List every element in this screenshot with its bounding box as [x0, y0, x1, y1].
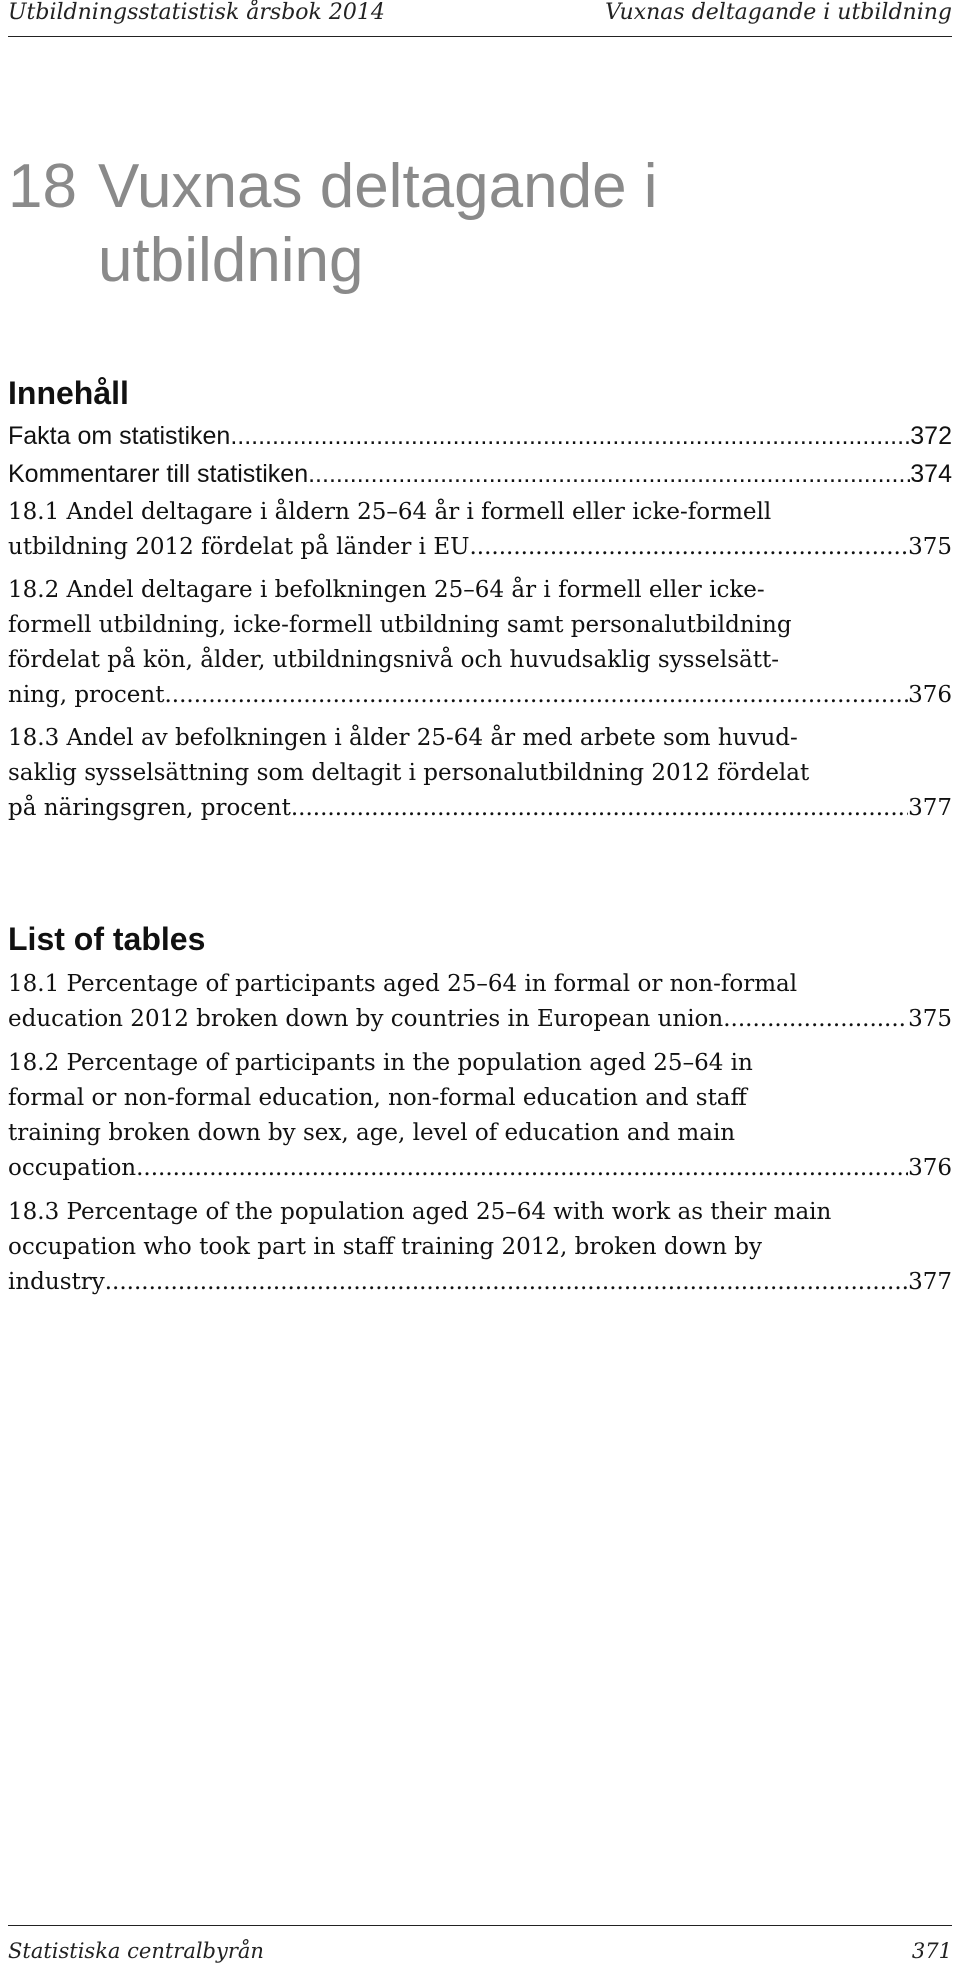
toc-entry-line: formell utbildning, icke-formell utbildning samt personalutbildning — [8, 612, 792, 638]
toc-entry-title: på näringsgren, procent. — [8, 795, 299, 821]
page-footer — [8, 1925, 952, 1966]
footer-page-number: 371 — [911, 1939, 952, 1963]
chapter-title-text — [98, 150, 748, 298]
toc-leader-dots — [308, 457, 910, 492]
toc-entry-line: 18.1 Andel deltagare i åldern 25–64 år i formell eller icke-formell — [8, 499, 772, 525]
toc-entry-table-18-2-en[interactable] — [8, 1046, 952, 1186]
contents-list — [8, 419, 952, 834]
footer-publisher: Statistiska centralbyrån — [8, 1939, 264, 1963]
chapter-title-line: utbildning — [98, 226, 364, 295]
contents-heading: Innehåll — [8, 375, 129, 411]
toc-entry-row — [8, 419, 952, 454]
toc-leader-dots — [230, 419, 910, 454]
toc-leader-dots — [298, 791, 908, 826]
toc-page-number: 374 — [910, 460, 952, 488]
toc-leader-dots — [105, 1265, 908, 1300]
toc-entry-line: training broken down by sex, age, level of education and main — [8, 1120, 736, 1146]
toc-leader-dots — [164, 678, 908, 713]
toc-entry-title: industry — [8, 1269, 105, 1295]
toc-page-number: 377 — [908, 1269, 952, 1295]
toc-entry-line: 18.1 Percentage of participants aged 25–64 in formal or non-formal — [8, 971, 798, 997]
toc-entry-row — [8, 457, 952, 492]
toc-entry-table-18-3-en[interactable] — [8, 1195, 952, 1300]
chapter-title-line: Vuxnas deltagande i — [98, 152, 658, 221]
toc-entry-title: occupation — [8, 1155, 137, 1181]
toc-entry-table-18-1[interactable] — [8, 495, 952, 565]
toc-entry-row — [8, 1002, 952, 1037]
toc-entry-row — [8, 1265, 952, 1300]
toc-entry-line: formal or non-formal education, non-formal education and staff — [8, 1085, 747, 1111]
toc-leader-dots — [136, 1151, 908, 1186]
toc-entry-line: 18.2 Percentage of participants in the population aged 25–64 in — [8, 1050, 753, 1076]
toc-entry-title: Kommentarer till statistiken — [8, 460, 309, 488]
toc-page-number: 377 — [908, 795, 952, 821]
toc-entry-title: Fakta om statistiken — [8, 422, 231, 450]
toc-leader-dots — [723, 1002, 908, 1037]
toc-entry-line: 18.3 Andel av befolkningen i ålder 25-64 år med arbete som huvud- — [8, 725, 798, 751]
list-of-tables — [8, 967, 952, 1309]
list-of-tables-heading: List of tables — [8, 921, 206, 957]
toc-entry-fakta[interactable] — [8, 419, 952, 454]
toc-page-number: 375 — [908, 534, 952, 560]
toc-entry-title: ning, procent — [8, 682, 165, 708]
chapter-number: 18 — [8, 152, 77, 221]
toc-entry-line: fördelat på kön, ålder, utbildningsnivå och huvudsaklig sysselsätt- — [8, 647, 780, 673]
toc-entry-title: education 2012 broken down by countries in European union — [8, 1006, 724, 1032]
toc-page-number: 372 — [910, 422, 952, 450]
toc-entry-row — [8, 791, 952, 826]
toc-entry-line: 18.2 Andel deltagare i befolkningen 25–64 år i formell eller icke- — [8, 577, 765, 603]
toc-entry-title: utbildning 2012 fördelat på länder i EU — [8, 534, 470, 560]
toc-page-number: 376 — [908, 682, 952, 708]
toc-entry-row — [8, 678, 952, 713]
chapter-title — [8, 150, 748, 298]
toc-entry-row — [8, 1151, 952, 1186]
toc-entry-line: 18.3 Percentage of the population aged 25–64 with work as their main — [8, 1199, 832, 1225]
toc-entry-table-18-3[interactable] — [8, 721, 952, 826]
running-header — [8, 0, 952, 37]
toc-leader-dots — [470, 530, 909, 565]
toc-entry-kommentarer[interactable] — [8, 457, 952, 492]
toc-entry-table-18-2[interactable] — [8, 573, 952, 713]
toc-entry-line: occupation who took part in staff training 2012, broken down by — [8, 1234, 762, 1260]
toc-entry-line: saklig sysselsättning som deltagit i personalutbildning 2012 fördelat — [8, 760, 810, 786]
toc-entry-row — [8, 530, 952, 565]
running-header-right: Vuxnas deltagande i utbildning — [605, 0, 952, 25]
toc-page-number: 375 — [908, 1006, 952, 1032]
running-header-left: Utbildningsstatistisk årsbok 2014 — [8, 0, 385, 25]
toc-entry-table-18-1-en[interactable] — [8, 967, 952, 1037]
toc-page-number: 376 — [908, 1155, 952, 1181]
